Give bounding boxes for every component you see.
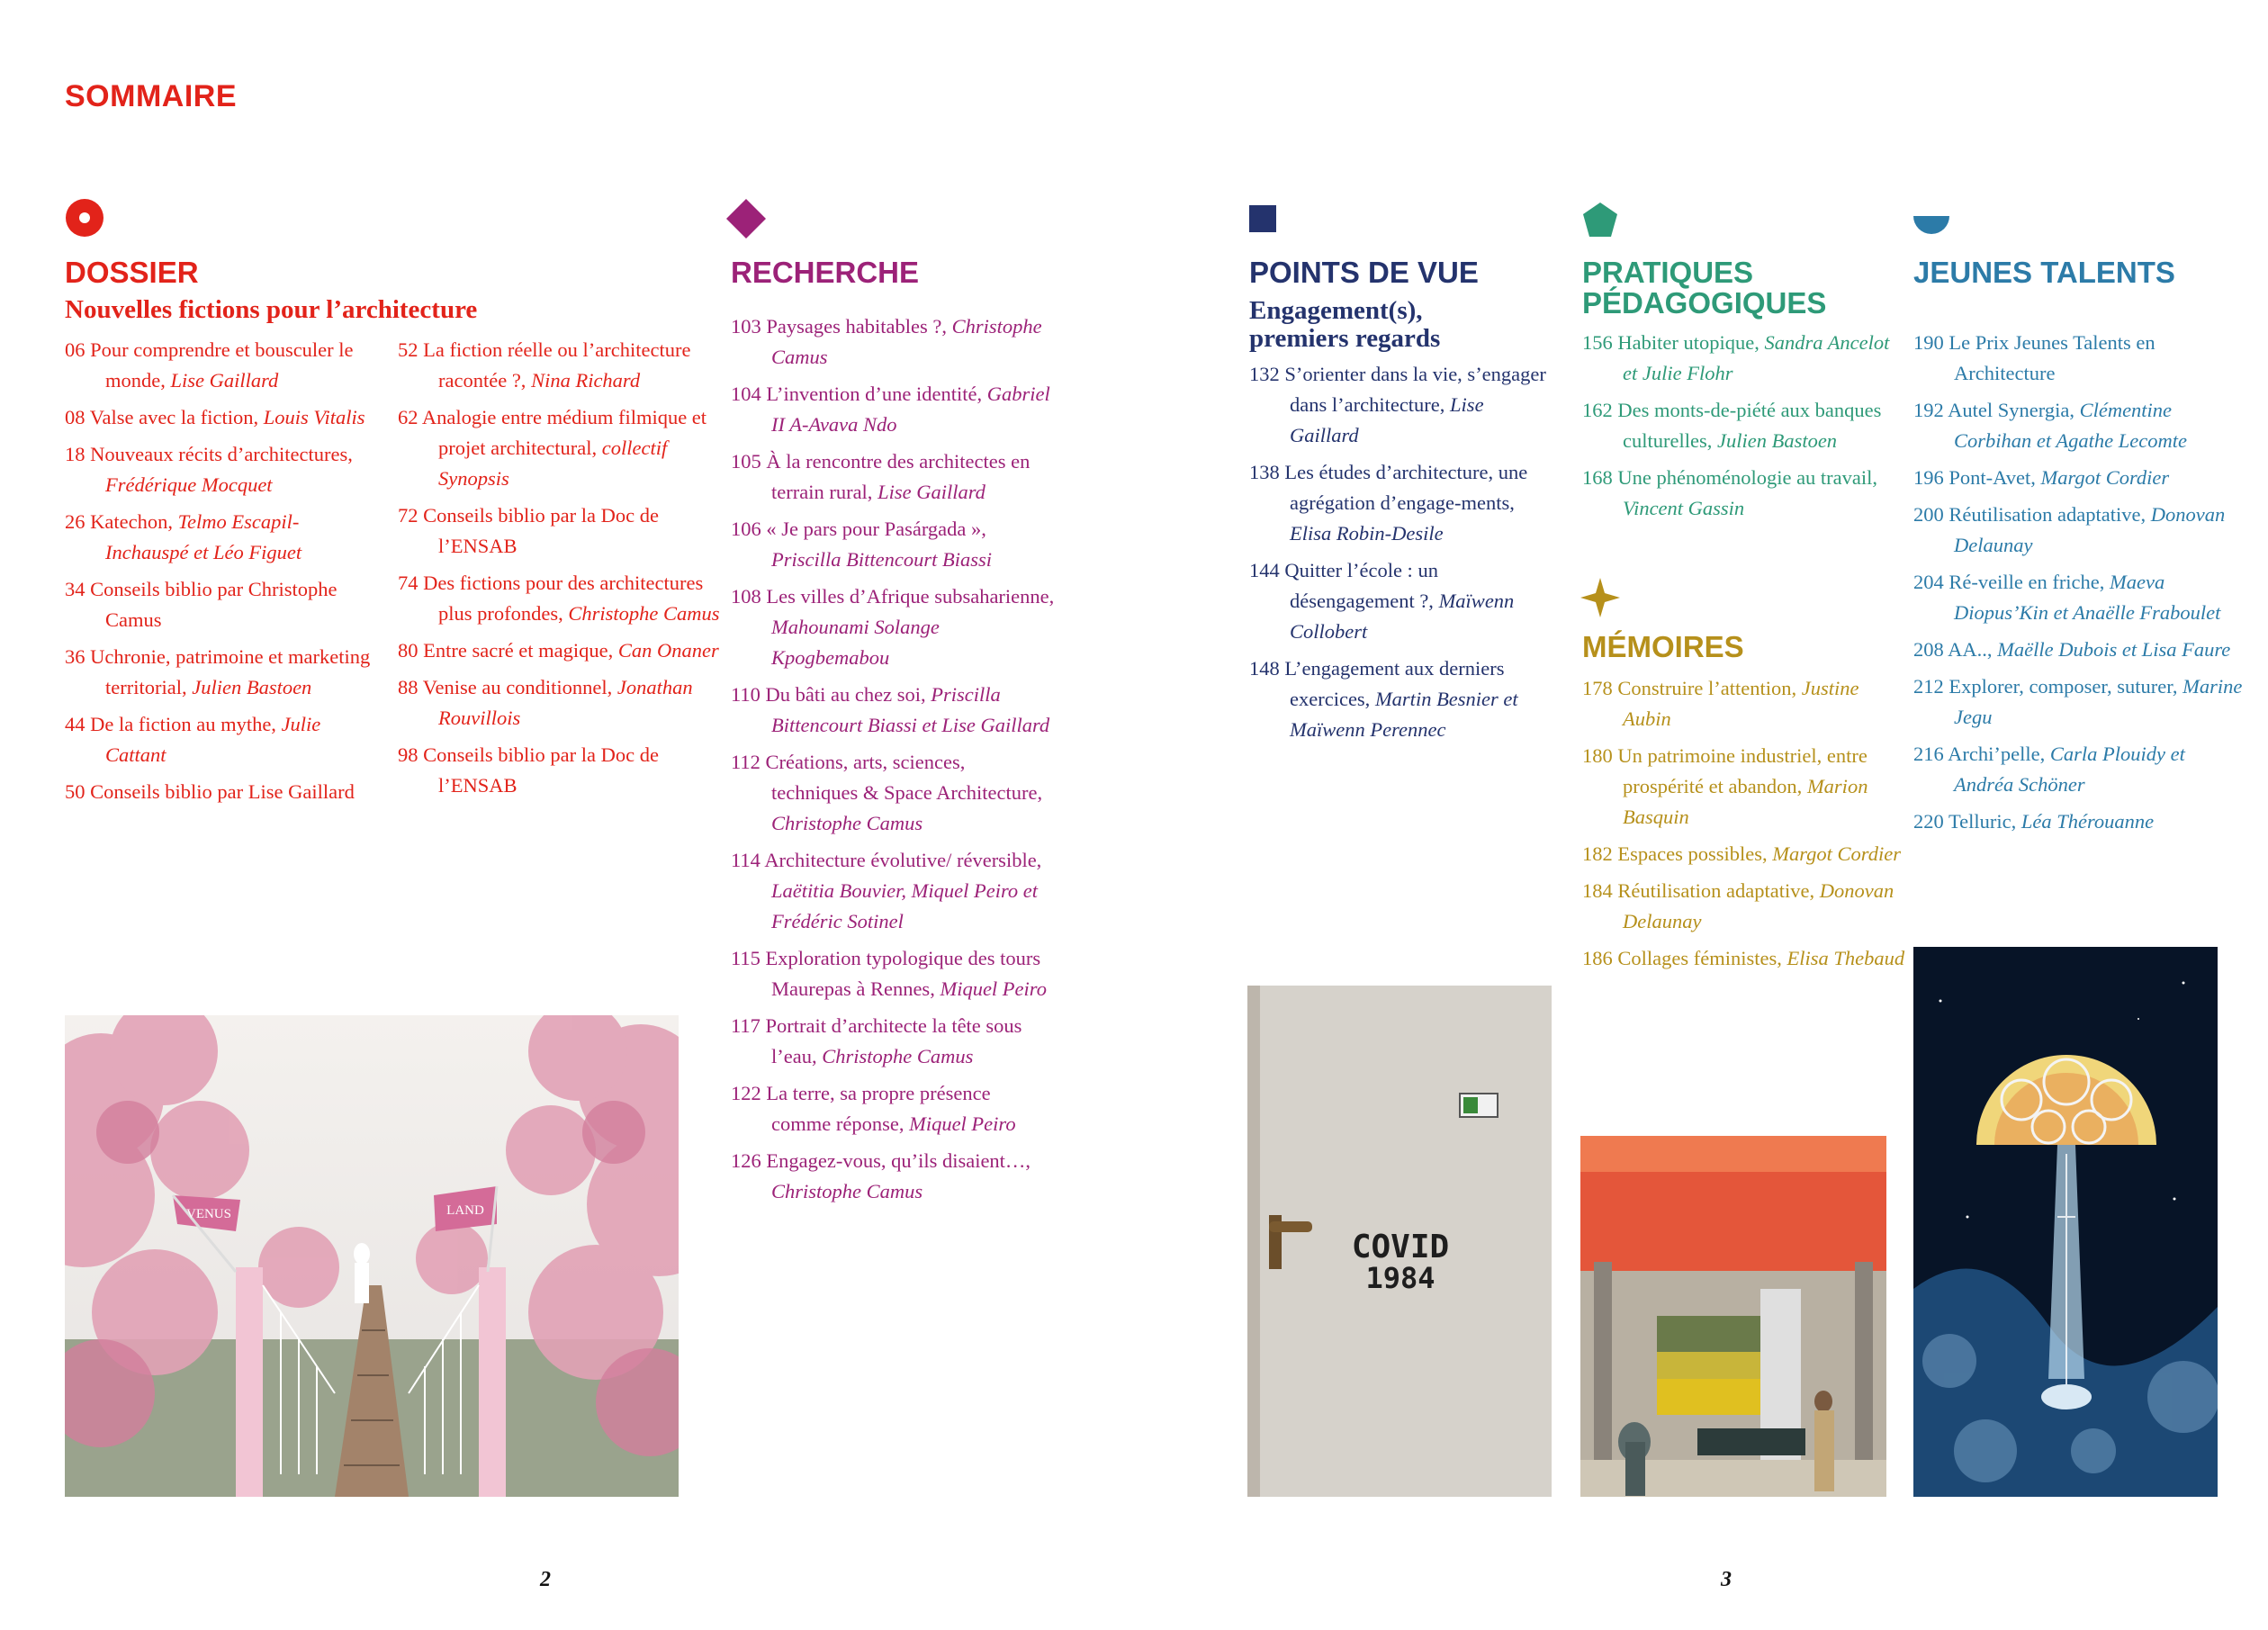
page-ref: 88 bbox=[398, 676, 418, 698]
toc-entry bbox=[1913, 567, 2246, 628]
entry-author: Christophe Camus bbox=[771, 1180, 923, 1202]
entry-title: Portrait d’architecte la tête sous l’eau, bbox=[765, 1014, 1022, 1067]
toc-entry bbox=[1582, 839, 1906, 869]
toc-entry bbox=[731, 1146, 1055, 1207]
points-subtitle-line1: Engagement(s), bbox=[1249, 296, 1423, 325]
page-ref: 184 bbox=[1582, 879, 1613, 902]
page-ref: 110 bbox=[731, 683, 760, 706]
toc-entry bbox=[731, 311, 1055, 373]
page-ref: 08 bbox=[65, 406, 86, 428]
toc-entry bbox=[65, 439, 380, 500]
entry-title: Espaces possibles, bbox=[1617, 842, 1773, 865]
page-ref: 06 bbox=[65, 338, 86, 361]
page-ref: 132 bbox=[1249, 363, 1280, 385]
page-ref: 182 bbox=[1582, 842, 1613, 865]
entry-author: Vincent Gassin bbox=[1623, 497, 1745, 519]
jeunes-section bbox=[1913, 257, 2246, 288]
page-ref: 74 bbox=[398, 572, 418, 594]
dossier-section bbox=[65, 257, 713, 328]
entry-author: Elisa Thebaud bbox=[1786, 947, 1905, 969]
toc-entry bbox=[1582, 673, 1906, 734]
page-ref: 112 bbox=[731, 751, 760, 773]
entry-title: Explorer, composer, suturer, bbox=[1948, 675, 2183, 698]
page-ref: 34 bbox=[65, 578, 86, 600]
toc-entry bbox=[398, 672, 722, 734]
page-ref: 105 bbox=[731, 450, 761, 473]
toc-entry bbox=[731, 747, 1055, 839]
entry-author: Christophe Camus bbox=[822, 1045, 974, 1067]
entry-author: Laëtitia Bouvier, Miquel Peiro et Frédéric Sotinel bbox=[771, 879, 1038, 932]
toc-entry bbox=[731, 943, 1055, 1004]
entry-author: Julie Cattant bbox=[105, 713, 321, 766]
entry-author: Julien Bastoen bbox=[1716, 429, 1838, 452]
entry-title: Autel Synergia, bbox=[1948, 399, 2080, 421]
jeunes-illustration bbox=[1913, 947, 2218, 1497]
toc-entry bbox=[398, 500, 722, 562]
page-ref: 106 bbox=[731, 518, 761, 540]
page-ref: 26 bbox=[65, 510, 86, 533]
entry-title: La terre, sa propre présence comme réponse, bbox=[766, 1082, 991, 1135]
page-ref: 162 bbox=[1582, 399, 1613, 421]
star-icon bbox=[1580, 578, 1620, 617]
entry-title: Ré-veille en friche, bbox=[1948, 571, 2110, 593]
entry-title: Habiter utopique, bbox=[1617, 331, 1765, 354]
half-circle-icon bbox=[1913, 216, 1949, 236]
entry-title: À la rencontre des architectes en terrain rural, bbox=[766, 450, 1030, 503]
entry-author: Frédérique Mocquet bbox=[105, 473, 273, 496]
entry-author: Christophe Camus bbox=[771, 812, 923, 834]
entry-author: Jonathan Rouvillois bbox=[438, 676, 693, 729]
page-number-left: 2 bbox=[540, 1568, 551, 1591]
dossier-illustration bbox=[65, 1015, 679, 1497]
toc-entry bbox=[1913, 806, 2246, 837]
page-ref: 138 bbox=[1249, 461, 1280, 483]
entry-title: « Je pars pour Pasárgada », bbox=[766, 518, 986, 540]
jeunes-title: JEUNES TALENTS bbox=[1913, 256, 2175, 289]
pratiques-title-line2: PÉDAGOGIQUES bbox=[1582, 286, 1827, 320]
points-section bbox=[1249, 257, 1555, 356]
toc-entry bbox=[398, 402, 722, 494]
entry-title: Entre sacré et magique, bbox=[423, 639, 618, 662]
toc-entry bbox=[398, 740, 722, 801]
entry-title: Créations, arts, sciences, techniques & Space Architecture, bbox=[765, 751, 1043, 804]
entry-author: Christophe Camus bbox=[771, 315, 1042, 368]
toc-entry bbox=[1582, 395, 1906, 456]
page-ref: 104 bbox=[731, 383, 761, 405]
page-number-right: 3 bbox=[1721, 1568, 1732, 1591]
entry-title: Exploration typologique des tours Maurepas à Rennes, bbox=[765, 947, 1041, 1000]
memoires-title: MÉMOIRES bbox=[1582, 630, 1744, 663]
entry-author: Nina Richard bbox=[531, 369, 641, 392]
pratiques-section bbox=[1582, 257, 1906, 319]
pratiques-list bbox=[1582, 328, 1906, 530]
recherche-list bbox=[731, 311, 1055, 1213]
entry-author: Justine Aubin bbox=[1623, 677, 1859, 730]
entry-title: Du bâti au chez soi, bbox=[765, 683, 932, 706]
page-ref: 117 bbox=[731, 1014, 760, 1037]
toc-entry bbox=[731, 680, 1055, 741]
page-ref: 122 bbox=[731, 1082, 761, 1104]
points-subtitle bbox=[1249, 297, 1555, 353]
page-ref: 190 bbox=[1913, 331, 1944, 354]
points-list bbox=[1249, 359, 1553, 752]
page-ref: 156 bbox=[1582, 331, 1613, 354]
page-ref: 108 bbox=[731, 585, 761, 608]
entry-author: Marine Jegu bbox=[1954, 675, 2243, 728]
entry-author: Telmo Escapil-Inchauspé et Léo Figuet bbox=[105, 510, 302, 563]
entry-title: Uchronie, patrimoine et marketing territorial, bbox=[90, 645, 371, 698]
entry-title: Pont-Avet, bbox=[1948, 466, 2041, 489]
toc-entry bbox=[1582, 328, 1906, 389]
entry-title: Des monts-de-piété aux banques culturelles, bbox=[1617, 399, 1882, 452]
page-ref: 216 bbox=[1913, 743, 1944, 765]
entry-author: Martin Besnier et Maïwenn Perennec bbox=[1290, 688, 1518, 741]
entry-author: Carla Plouidy et Andréa Schöner bbox=[1954, 743, 2185, 796]
entry-title: Pour comprendre et bousculer le monde, bbox=[90, 338, 354, 392]
toc-entry bbox=[731, 581, 1055, 673]
entry-title: S’orienter dans la vie, s’engager dans l’architecture, bbox=[1284, 363, 1546, 416]
entry-title: Analogie entre médium filmique et projet architectural, bbox=[421, 406, 707, 459]
entry-author: Maëlle Dubois et Lisa Faure bbox=[1997, 638, 2231, 661]
toc-entry bbox=[1249, 457, 1553, 549]
page-ref: 192 bbox=[1913, 399, 1944, 421]
toc-entry bbox=[731, 446, 1055, 508]
entry-title: Le Prix Jeunes Talents en Architecture bbox=[1948, 331, 2156, 384]
toc-entry bbox=[1913, 635, 2246, 665]
page-ref: 204 bbox=[1913, 571, 1944, 593]
page-ref: 148 bbox=[1249, 657, 1280, 680]
pentagon-icon bbox=[1582, 202, 1618, 238]
toc-entry bbox=[1582, 463, 1906, 524]
page-ref: 80 bbox=[398, 639, 418, 662]
entry-author: Miquel Peiro bbox=[909, 1112, 1016, 1135]
entry-title: Conseils biblio par la Doc de l’ENSAB bbox=[423, 743, 659, 797]
toc-entry bbox=[65, 709, 380, 770]
page-ref: 114 bbox=[731, 849, 760, 871]
entry-title: Paysages habitables ?, bbox=[766, 315, 952, 338]
toc-entry bbox=[65, 507, 380, 568]
toc-entry bbox=[65, 777, 380, 807]
entry-author: Léa Thérouanne bbox=[2020, 810, 2155, 833]
entry-author: Donovan Delaunay bbox=[1954, 503, 2226, 556]
entry-author: Gabriel II A-Avava Ndo bbox=[771, 383, 1050, 436]
entry-author: Mahounami Solange Kpogbemabou bbox=[771, 616, 940, 669]
entry-title: Conseils biblio par Lise Gaillard bbox=[90, 780, 355, 803]
entry-title: Des fictions pour des architectures plus profondes, bbox=[423, 572, 704, 625]
entry-author: Maïwenn Collobert bbox=[1290, 590, 1515, 643]
toc-entry bbox=[731, 379, 1055, 440]
dossier-title: DOSSIER bbox=[65, 256, 199, 289]
page-ref: 196 bbox=[1913, 466, 1944, 489]
page-ref: 18 bbox=[65, 443, 86, 465]
toc-entry bbox=[1249, 653, 1553, 745]
toc-entry bbox=[398, 335, 722, 396]
entry-title: Nouveaux récits d’architectures, bbox=[90, 443, 353, 465]
entry-author: Marion Basquin bbox=[1623, 775, 1868, 828]
entry-title: L’engagement aux derniers exercices, bbox=[1284, 657, 1505, 710]
points-subtitle-line2: premiers regards bbox=[1249, 324, 1441, 353]
toc-entry bbox=[65, 402, 380, 433]
entry-title: AA.., bbox=[1948, 638, 1998, 661]
entry-author: Margot Cordier bbox=[2040, 466, 2170, 489]
toc-entry bbox=[1913, 395, 2246, 456]
jeunes-list bbox=[1913, 328, 2246, 843]
toc-entry bbox=[1913, 328, 2246, 389]
toc-entry bbox=[1913, 671, 2246, 733]
toc-entry bbox=[1582, 741, 1906, 833]
page-ref: 178 bbox=[1582, 677, 1613, 699]
entry-title: Venise au conditionnel, bbox=[422, 676, 617, 698]
toc-entry bbox=[731, 1078, 1055, 1139]
entry-author: Clémentine Corbihan et Agathe Lecomte bbox=[1954, 399, 2187, 452]
entry-author: Christophe Camus bbox=[568, 602, 720, 625]
entry-author: Priscilla Bittencourt Biassi bbox=[771, 548, 992, 571]
square-icon bbox=[1249, 205, 1276, 232]
entry-title: La fiction réelle ou l’architecture racontée ?, bbox=[423, 338, 691, 392]
entry-title: Réutilisation adaptative, bbox=[1617, 879, 1820, 902]
memoires-section bbox=[1582, 632, 1906, 662]
covid-door-photo bbox=[1247, 986, 1552, 1497]
page-ref: 168 bbox=[1582, 466, 1613, 489]
page-ref: 50 bbox=[65, 780, 86, 803]
entry-title: Un patrimoine industriel, entre prospérité et abandon, bbox=[1617, 744, 1868, 797]
page-ref: 220 bbox=[1913, 810, 1944, 833]
entry-author: Can Onaner bbox=[617, 639, 719, 662]
toc-entry bbox=[65, 574, 380, 635]
entry-author: Elisa Robin-Desile bbox=[1290, 522, 1444, 545]
page-ref: 62 bbox=[398, 406, 418, 428]
entry-title: Archi’pelle, bbox=[1948, 743, 2050, 765]
page-ref: 180 bbox=[1582, 744, 1613, 767]
toc-entry bbox=[1913, 739, 2246, 800]
recherche-section bbox=[731, 257, 1055, 288]
recherche-title: RECHERCHE bbox=[731, 256, 920, 289]
entry-author: Sandra Ancelot et Julie Flohr bbox=[1623, 331, 1890, 384]
entry-title: Engagez-vous, qu’ils disaient…, bbox=[766, 1149, 1031, 1172]
page-title: SOMMAIRE bbox=[65, 79, 237, 113]
page-ref: 98 bbox=[398, 743, 418, 766]
entry-author: Lise Gaillard bbox=[878, 481, 986, 503]
pratiques-title bbox=[1582, 257, 1906, 319]
entry-author: Julien Bastoen bbox=[192, 676, 312, 698]
toc-entry bbox=[65, 335, 380, 396]
toc-entry bbox=[731, 845, 1055, 937]
page-ref: 186 bbox=[1582, 947, 1613, 969]
toc-entry bbox=[731, 514, 1055, 575]
memoires-collage bbox=[1580, 1136, 1886, 1497]
toc-entry bbox=[1582, 943, 1906, 974]
toc-entry bbox=[398, 568, 722, 629]
circle-dot-icon bbox=[65, 198, 104, 238]
dossier-subtitle: Nouvelles fictions pour l’architecture bbox=[65, 295, 478, 324]
entry-title: Une phénoménologie au travail, bbox=[1617, 466, 1878, 489]
page-ref: 200 bbox=[1913, 503, 1944, 526]
entry-title: Valse avec la fiction, bbox=[89, 406, 264, 428]
entry-author: Miquel Peiro bbox=[940, 977, 1047, 1000]
entry-author: Lise Gaillard bbox=[170, 369, 279, 392]
toc-entry bbox=[1249, 359, 1553, 451]
entry-author: Margot Cordier bbox=[1772, 842, 1901, 865]
toc-entry bbox=[1582, 876, 1906, 937]
memoires-list bbox=[1582, 673, 1906, 980]
toc-entry bbox=[65, 642, 380, 703]
page-ref: 212 bbox=[1913, 675, 1944, 698]
page-ref: 36 bbox=[65, 645, 86, 668]
entry-title: Quitter l’école : un désengagement ?, bbox=[1284, 559, 1439, 612]
year-text: 1984 bbox=[1365, 1261, 1436, 1295]
covid-text: COVID bbox=[1351, 1229, 1450, 1265]
dossier-list-col1 bbox=[65, 335, 380, 814]
entry-title: L’invention d’une identité, bbox=[766, 383, 987, 405]
page-ref: 208 bbox=[1913, 638, 1944, 661]
toc-entry bbox=[1913, 500, 2246, 561]
page-ref: 115 bbox=[731, 947, 760, 969]
entry-title: Katechon, bbox=[90, 510, 178, 533]
toc-entry bbox=[1249, 555, 1553, 647]
entry-author: Priscilla Bittencourt Biassi et Lise Gaillard bbox=[771, 683, 1050, 736]
page-ref: 126 bbox=[731, 1149, 761, 1172]
page-ref: 72 bbox=[398, 504, 418, 527]
entry-title: De la fiction au mythe, bbox=[90, 713, 282, 735]
entry-title: Collages féministes, bbox=[1617, 947, 1787, 969]
entry-author: Lise Gaillard bbox=[1290, 393, 1484, 446]
points-title: POINTS DE VUE bbox=[1249, 256, 1479, 289]
pratiques-title-line1: PRATIQUES bbox=[1582, 256, 1754, 289]
dossier-list-col2 bbox=[398, 335, 722, 807]
toc-entry bbox=[1913, 463, 2246, 493]
entry-author: collectif Synopsis bbox=[438, 437, 668, 490]
page-ref: 52 bbox=[398, 338, 418, 361]
venus-flag-label: VENUS bbox=[185, 1207, 232, 1221]
entry-title: Les études d’architecture, une agrégation d’engage-ments, bbox=[1284, 461, 1528, 514]
entry-title: Conseils biblio par Christophe Camus bbox=[90, 578, 338, 631]
entry-author: Donovan Delaunay bbox=[1623, 879, 1894, 932]
entry-title: Conseils biblio par la Doc de l’ENSAB bbox=[423, 504, 659, 557]
entry-title: Architecture évolutive/ réversible, bbox=[764, 849, 1042, 871]
entry-title: Les villes d’Afrique subsaharienne, bbox=[766, 585, 1055, 608]
entry-title: Construire l’attention, bbox=[1617, 677, 1802, 699]
entry-title: Réutilisation adaptative, bbox=[1948, 503, 2151, 526]
land-flag-label: LAND bbox=[446, 1203, 484, 1218]
entry-author: Maeva Diopus’Kin et Anaëlle Fraboulet bbox=[1954, 571, 2221, 624]
entry-author: Louis Vitalis bbox=[263, 406, 365, 428]
page-ref: 144 bbox=[1249, 559, 1280, 581]
toc-entry bbox=[398, 635, 722, 666]
page-ref: 44 bbox=[65, 713, 86, 735]
diamond-icon bbox=[725, 198, 767, 239]
page-ref: 103 bbox=[731, 315, 761, 338]
toc-entry bbox=[731, 1011, 1055, 1072]
entry-title: Telluric, bbox=[1948, 810, 2021, 833]
